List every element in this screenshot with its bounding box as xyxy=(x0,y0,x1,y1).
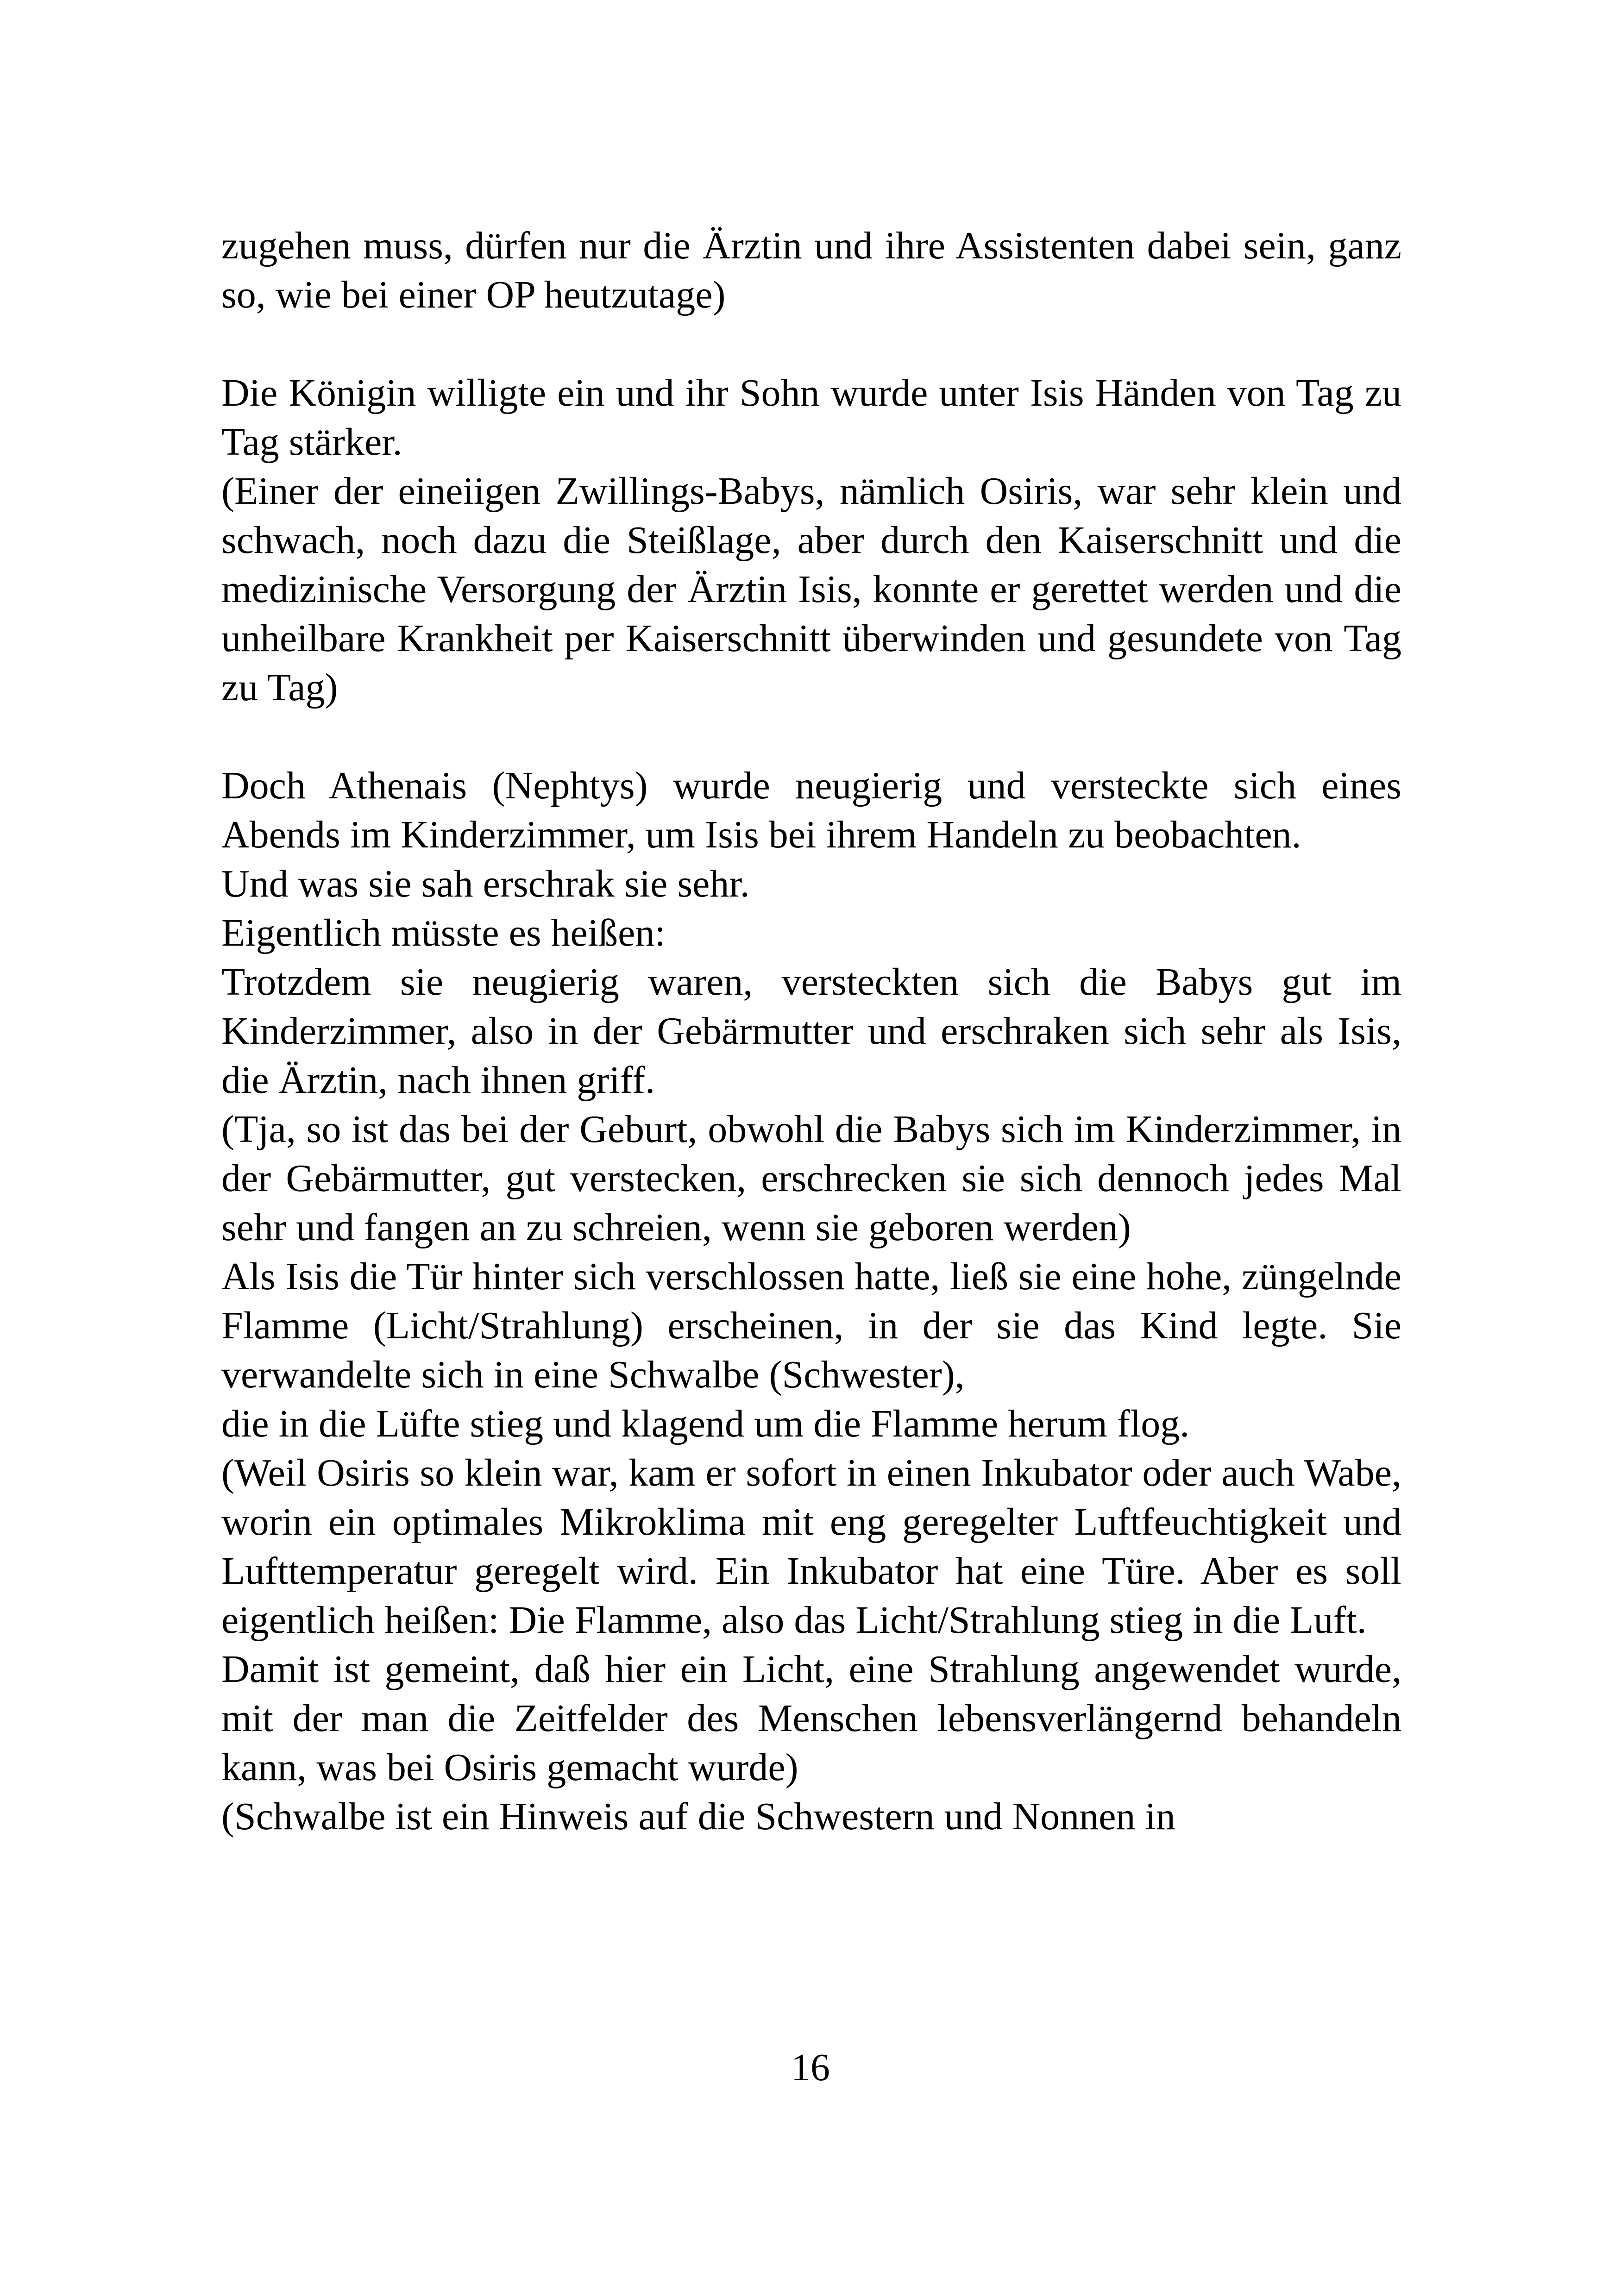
body-text xyxy=(221,221,1401,1841)
paragraph: Trotzdem sie neugierig waren, versteckten sich die Babys gut im Kinderzimmer, also in der Gebärmutter und erschraken sich sehr als Isis, die Ärztin, nach ihnen griff. xyxy=(221,960,1401,1102)
paragraph-gap xyxy=(221,320,1401,369)
paragraph: Die Königin willigte ein und ihr Sohn wurde unter Isis Händen von Tag zu Tag stärker. xyxy=(221,371,1401,464)
paragraph: zugehen muss, dürfen nur die Ärztin und ihre Assistenten dabei sein, ganz so, wie bei einer OP heutzutage) xyxy=(221,224,1401,316)
paragraph: die in die Lüfte stieg und klagend um die Flamme herum flog. xyxy=(221,1402,1190,1445)
paragraph: (Schwalbe ist ein Hinweis auf die Schwestern und Nonnen in xyxy=(221,1795,1175,1838)
page-number: 16 xyxy=(791,2046,830,2089)
paragraph-gap xyxy=(221,712,1401,761)
paragraph: Eigentlich müsste es heißen: xyxy=(221,911,666,954)
paragraph: Und was sie sah erschrak sie sehr. xyxy=(221,862,750,905)
paragraph: Doch Athenais (Nephtys) wurde neugierig und versteckte sich eines Abends im Kinderzimmer, um Isis bei ihrem Handeln zu beobachten. xyxy=(221,764,1401,856)
paragraph: Als Isis die Tür hinter sich verschlossen hatte, ließ sie eine hohe, züngelnde Flamme (Licht/Strahlung) erscheinen, in der sie das Kind legte. Sie verwandelte sich in eine Schwalbe (Schwester), xyxy=(221,1255,1401,1396)
paragraph: (Einer der eineiigen Zwillings-Babys, nämlich Osiris, war sehr klein und schwach, noch dazu die Steißlage, aber durch den Kaiserschnitt und die medizinische Versorgung der Ärztin Isis, konnte er gerettet werden und die unheilbare Krankheit per Kaiserschnitt überwinden und gesundete von Tag zu Tag) xyxy=(221,470,1401,709)
paragraph: (Tja, so ist das bei der Geburt, obwohl die Babys sich im Kinderzimmer, in der Gebärmutter, gut verstecken, erschrecken sie sich dennoch jedes Mal sehr und fangen an zu schreien, wenn sie geboren werden) xyxy=(221,1108,1401,1249)
paragraph: (Weil Osiris so klein war, kam er sofort in einen Inkubator oder auch Wabe, worin ein optimales Mikroklima mit eng geregelter Luftfeuchtigkeit und Lufttemperatur geregelt wird. Ein Inkubator hat eine Türe. Aber es soll eigentlich heißen: Die Flamme, also das Licht/Strahlung stieg in die Luft. xyxy=(221,1451,1401,1642)
paragraph: Damit ist gemeint, daß hier ein Licht, eine Strahlung angewendet wurde, mit der man die Zeitfelder des Menschen lebensverlängernd behandeln kann, was bei Osiris gemacht wurde) xyxy=(221,1648,1401,1789)
